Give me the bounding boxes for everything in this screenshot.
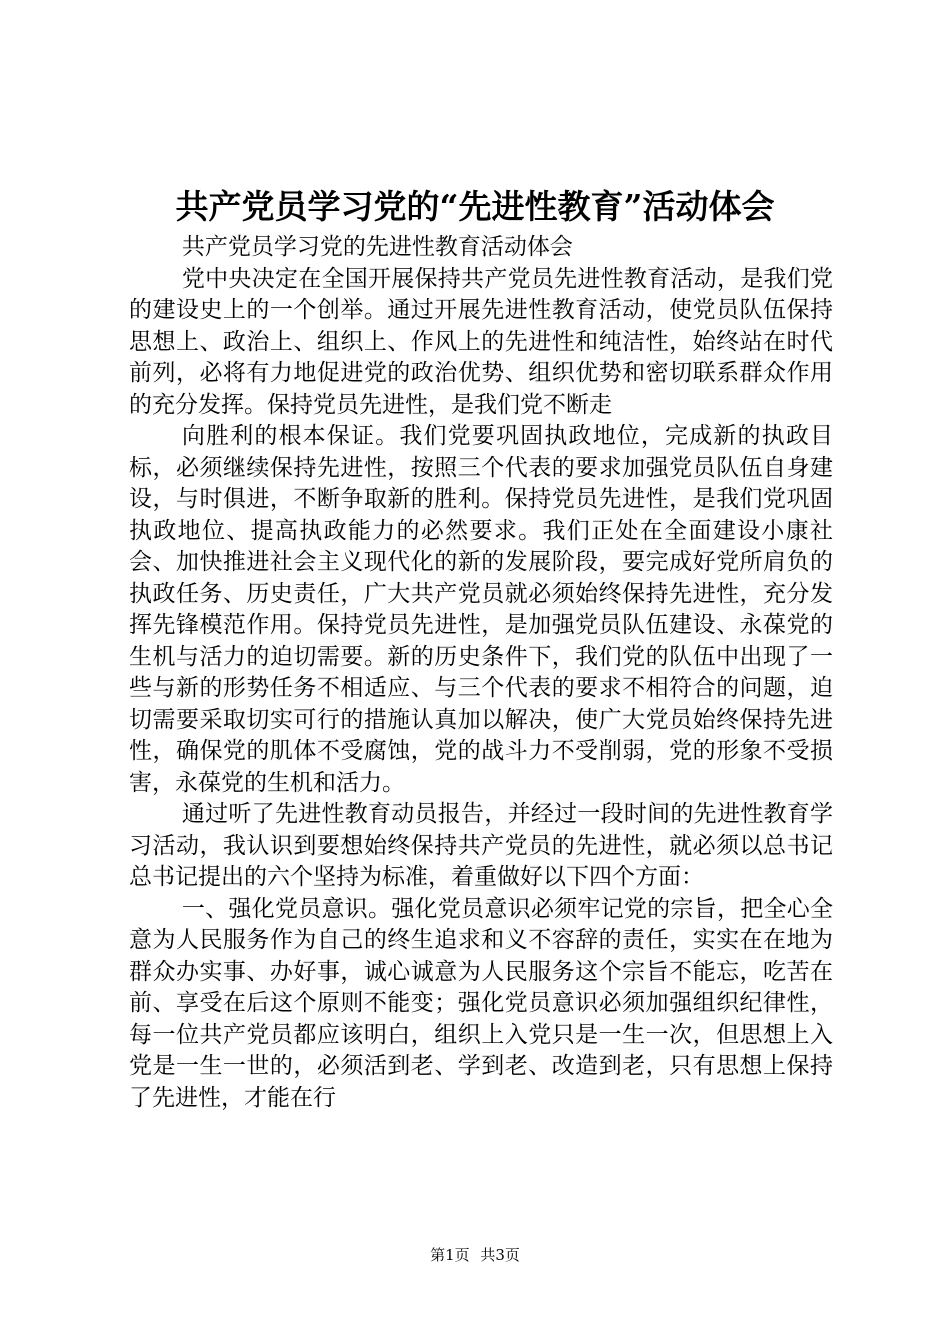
- document-title: 共产党员学习党的“先进性教育”活动体会: [175, 187, 775, 226]
- body-paragraph: 向胜利的根本保证。我们党要巩固执政地位，完成新的执政目标，必须继续保持先进性，按照三个代表的要求加强党员队伍自身建设，与时俱进，不断争取新的胜利。保持党员先进性，是我们党巩固执政地位、提高执政能力的必然要求。我们正处在全面建设小康社会、加快推进社会主义现代化的新的发展阶段，要完成好党所肩负的执政任务、历史责任，广大共产党员就必须始终保持先进性，充分发挥先锋模范作用。保持党员先进性，是加强党员队伍建设、永葆党的生机与活力的迫切需要。新的历史条件下，我们党的队伍中出现了一些与新的形势任务不相适应、与三个代表的要求不相符合的问题，迫切需要采取切实可行的措施认真加以解决，使广大党员始终保持先进性，确保党的肌体不受腐蚀，党的战斗力不受削弱，党的形象不受损害，永葆党的生机和活力。: [129, 423, 833, 796]
- body-paragraph: 通过听了先进性教育动员报告，并经过一段时间的先进性教育学习活动，我认识到要想始终保持共产党员的先进性，就必须以总书记总书记提出的六个坚持为标准，着重做好以下四个方面：: [129, 801, 833, 890]
- subtitle-paragraph: 共产党员学习党的先进性教育活动体会: [181, 234, 573, 260]
- page-number: 第1页: [430, 1246, 470, 1264]
- body-paragraph: 党中央决定在全国开展保持共产党员先进性教育活动，是我们党的建设史上的一个创举。通过开展先进性教育活动，使党员队伍保持思想上、政治上、组织上、作风上的先进性和纯洁性，始终站在时代前列，必将有力地促进党的政治优势、组织优势和密切联系群众作用的充分发挥。保持党员先进性，是我们党不断走: [129, 265, 833, 418]
- document-body: [129, 232, 833, 1114]
- body-paragraph: 一、强化党员意识。强化党员意识必须牢记党的宗旨，把全心全意为人民服务作为自己的终生追求和义不容辞的责任，实实在在地为群众办实事、办好事，诚心诚意为人民服务这个宗旨不能忘，吃苦在前、享受在后这个原则不能变；强化党员意识必须加强组织纪律性，每一位共产党员都应该明白，组织上入党只是一生一次，但思想上入党是一生一世的，必须活到老、学到老、改造到老，只有思想上保持了先进性，才能在行: [129, 895, 833, 1111]
- page-total: 共3页: [480, 1246, 520, 1264]
- page-footer: [0, 1244, 950, 1266]
